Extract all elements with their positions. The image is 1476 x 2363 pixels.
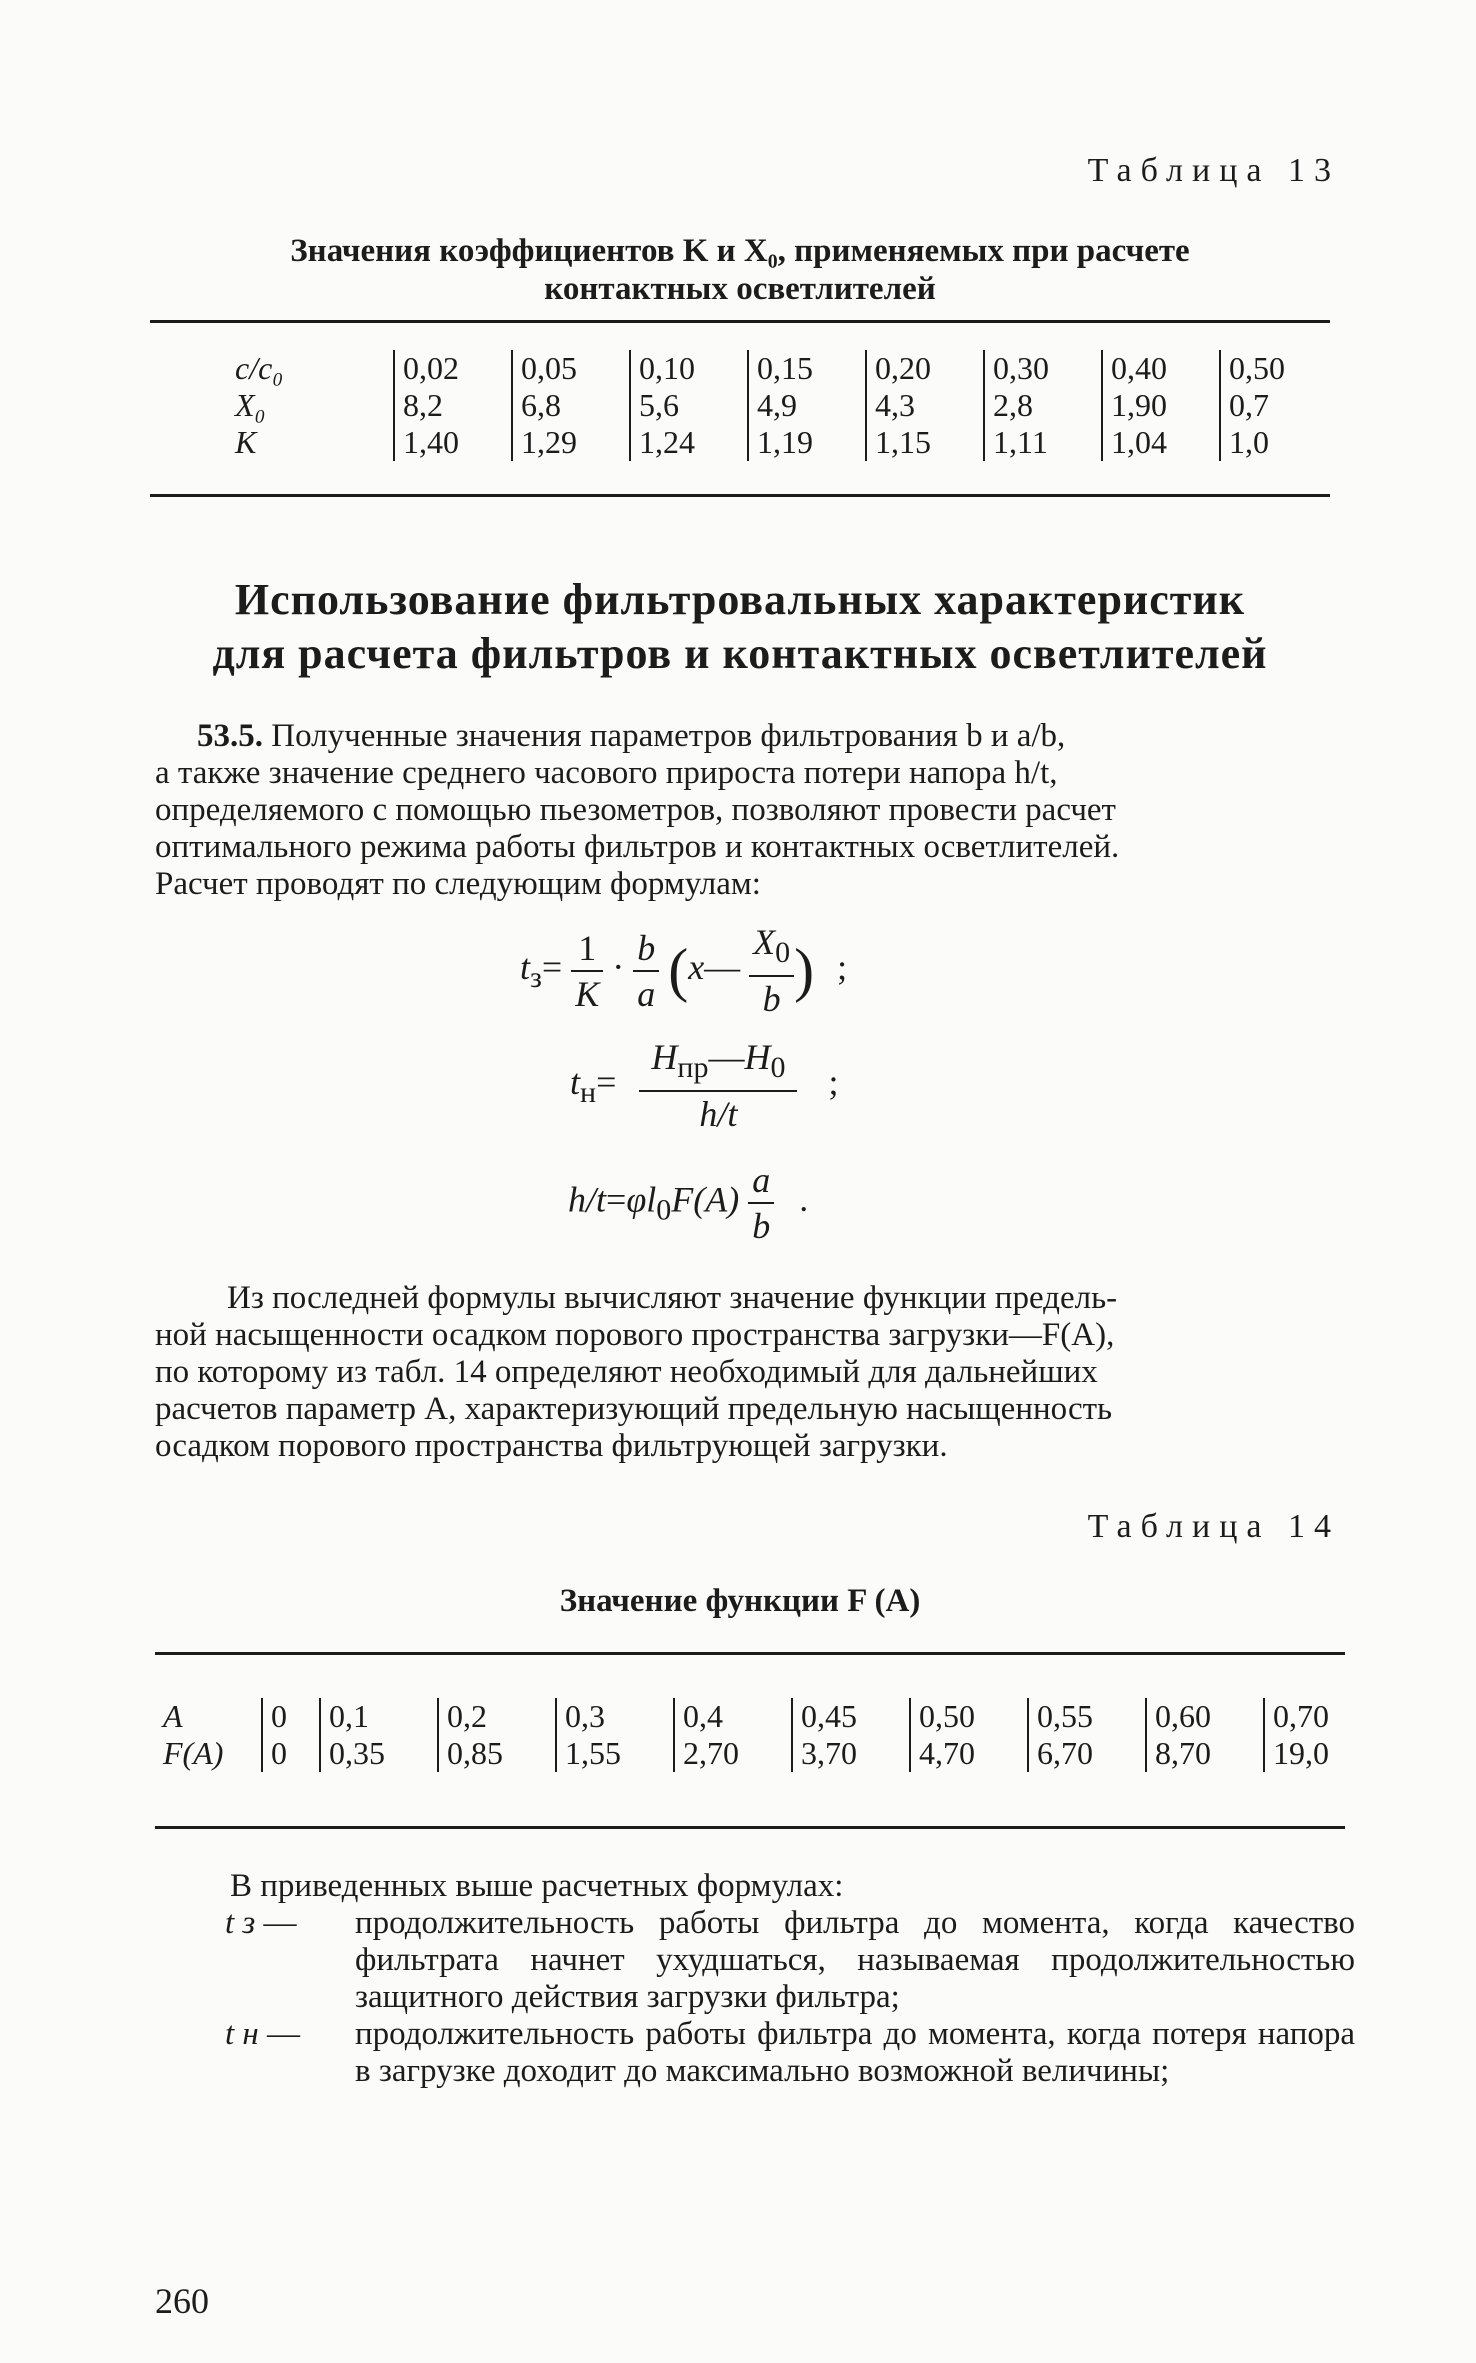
table-cell: 0,45	[792, 1698, 910, 1735]
table-cell: 4,9	[748, 387, 866, 424]
row-label: F(A)	[163, 1735, 224, 1771]
table-cell: 1,90	[1102, 387, 1220, 424]
table-cell: 19,0	[1264, 1735, 1381, 1772]
table-cell: 3,70	[792, 1735, 910, 1772]
fraction-head-loss: $\frac{H_{пр}—H_0}{h/t}$	[639, 1035, 797, 1136]
table-cell: 5,6	[630, 387, 748, 424]
table-row	[155, 1698, 1381, 1735]
table-cell: 2,8	[984, 387, 1102, 424]
table-cell: 0,50	[1220, 350, 1337, 387]
table-cell: 0,10	[630, 350, 748, 387]
table-cell: 1,24	[630, 424, 748, 461]
table-cell: 0,2	[438, 1698, 556, 1735]
paragraph-line: определяемого с помощью пьезометров, позволяют провести расчет	[155, 792, 1116, 828]
table-row	[205, 350, 1337, 387]
table-row	[155, 1735, 1381, 1772]
paragraph-line: расчетов параметр A, характеризующий предельную насыщенность	[155, 1391, 1113, 1427]
row-label: K	[235, 424, 257, 460]
formula-ht: $h/t=\varphi l_0F(A)$ $\frac{a}{b}$ .	[568, 1160, 809, 1246]
definitions-block	[225, 1868, 1355, 2090]
page-number: 260	[155, 2281, 209, 2321]
paragraph-number: 53.5.	[197, 718, 263, 754]
table-cell: 0,3	[556, 1698, 674, 1735]
paragraph-function-f	[155, 1280, 1330, 1465]
table-cell: 1,11	[984, 424, 1102, 461]
fraction-x0-over-b: $\frac{X_0}{b}$	[749, 920, 794, 1021]
paragraph-line: Расчет проводят по следующим формулам:	[155, 866, 761, 902]
paragraph-line: Из последней формулы вычисляют значение функции предель-	[227, 1280, 1118, 1316]
table-cell: 0,55	[1028, 1698, 1146, 1735]
table-14-caption: Значение функции F (A)	[559, 1583, 921, 1619]
fraction-1-over-k: $\frac{1}{K}$	[571, 926, 603, 1016]
table-cell: 0,40	[1102, 350, 1220, 387]
table-14-bottom-rule	[155, 1826, 1345, 1829]
formula-lhs: $t_н$	[570, 1061, 597, 1110]
caption-line: Значения коэффициентов K и X₀, применяемых при расчете	[290, 233, 1190, 269]
table-cell: 0,60	[1146, 1698, 1264, 1735]
formula-lhs: $t_з$	[520, 946, 542, 995]
definition-text: продолжительность работы фильтра до момента, когда потеря напора в загрузке доходит до максимально возможной величины;	[355, 2016, 1355, 2089]
table-13-bottom-rule	[150, 494, 1330, 497]
table-cell: 4,70	[910, 1735, 1028, 1772]
definition-term: t н —	[225, 2016, 301, 2052]
section-title-line: для расчета фильтров и контактных осветлителей	[212, 629, 1268, 678]
table-cell: 1,04	[1102, 424, 1220, 461]
table-cell: 8,2	[394, 387, 512, 424]
row-label: c/c₀	[235, 350, 284, 386]
table-cell: 6,8	[512, 387, 630, 424]
table-cell: 0,15	[748, 350, 866, 387]
table-cell: 0,4	[674, 1698, 792, 1735]
table-cell: 0,35	[320, 1735, 438, 1772]
row-label: X₀	[235, 387, 266, 423]
table-row	[205, 387, 1337, 424]
table-cell: 1,55	[556, 1735, 674, 1772]
table-cell: 0,20	[866, 350, 984, 387]
fraction-b-over-a: $\frac{b}{a}$	[633, 926, 659, 1016]
table-cell: 0,30	[984, 350, 1102, 387]
section-title	[150, 573, 1330, 681]
table-13	[205, 350, 1337, 461]
definition-item	[225, 1905, 1355, 2016]
definition-text: продолжительность работы фильтра до момента, когда качество фильтрата начнет ухудшаться, называемая продолжительностью защитного действия загрузки фильтра;	[355, 1905, 1355, 2015]
definition-item	[225, 2016, 1355, 2090]
table-cell: 0,05	[512, 350, 630, 387]
table-cell: 0,50	[910, 1698, 1028, 1735]
paragraph-53-5	[155, 718, 1330, 903]
fraction-a-over-b: $\frac{a}{b}$	[748, 1158, 774, 1248]
paragraph-line: а также значение среднего часового прироста потери напора h/t,	[155, 755, 1058, 791]
table-cell: 0,70	[1264, 1698, 1381, 1735]
paragraph-line	[155, 718, 1330, 755]
paragraph-line: оптимального режима работы фильтров и контактных осветлителей.	[155, 829, 1120, 865]
table-cell: 8,70	[1146, 1735, 1264, 1772]
formula-tn: $t_н=$ $\frac{H_{пр}—H_0}{h/t}$ ;	[570, 1037, 839, 1135]
table-cell: 4,3	[866, 387, 984, 424]
table-13-caption	[150, 232, 1330, 308]
paragraph-line: по которому из табл. 14 определяют необходимый для дальнейших	[155, 1354, 1098, 1390]
table-cell: 0,85	[438, 1735, 556, 1772]
table-14-top-rule	[155, 1652, 1345, 1655]
table-cell: 2,70	[674, 1735, 792, 1772]
table-cell: 0	[262, 1698, 320, 1735]
definitions-intro: В приведенных выше расчетных формулах:	[230, 1868, 844, 1904]
table-cell: 0	[262, 1735, 320, 1772]
row-label: A	[163, 1698, 183, 1734]
table-13-label: Таблица 13	[1087, 152, 1340, 189]
formula-t3: $t_з=$ $\frac{1}{K}$ · $\frac{b}{a}$ (x— $\frac{X_0}{b}$ ) ;	[520, 922, 848, 1020]
table-13-top-rule	[150, 320, 1330, 323]
table-cell: 0,02	[394, 350, 512, 387]
table-14-label: Таблица 14	[1087, 1508, 1340, 1545]
table-14	[155, 1698, 1381, 1772]
caption-line: контактных осветлителей	[544, 271, 936, 307]
paragraph-line: осадком порового пространства фильтрующей загрузки.	[155, 1428, 948, 1464]
section-title-line: Использование фильтровальных характеристик	[234, 575, 1246, 624]
table-cell: 6,70	[1028, 1735, 1146, 1772]
table-cell: 1,40	[394, 424, 512, 461]
table-cell: 1,29	[512, 424, 630, 461]
table-cell: 1,0	[1220, 424, 1337, 461]
table-cell: 0,1	[320, 1698, 438, 1735]
paragraph-line-text: Полученные значения параметров фильтрования b и a/b,	[271, 718, 1066, 754]
table-cell: 1,19	[748, 424, 866, 461]
paragraph-line: ной насыщенности осадком порового пространства загрузки—F(A),	[155, 1317, 1115, 1353]
definition-term: t з —	[225, 1905, 297, 1941]
table-cell: 0,7	[1220, 387, 1337, 424]
table-row	[205, 424, 1337, 461]
table-cell: 1,15	[866, 424, 984, 461]
